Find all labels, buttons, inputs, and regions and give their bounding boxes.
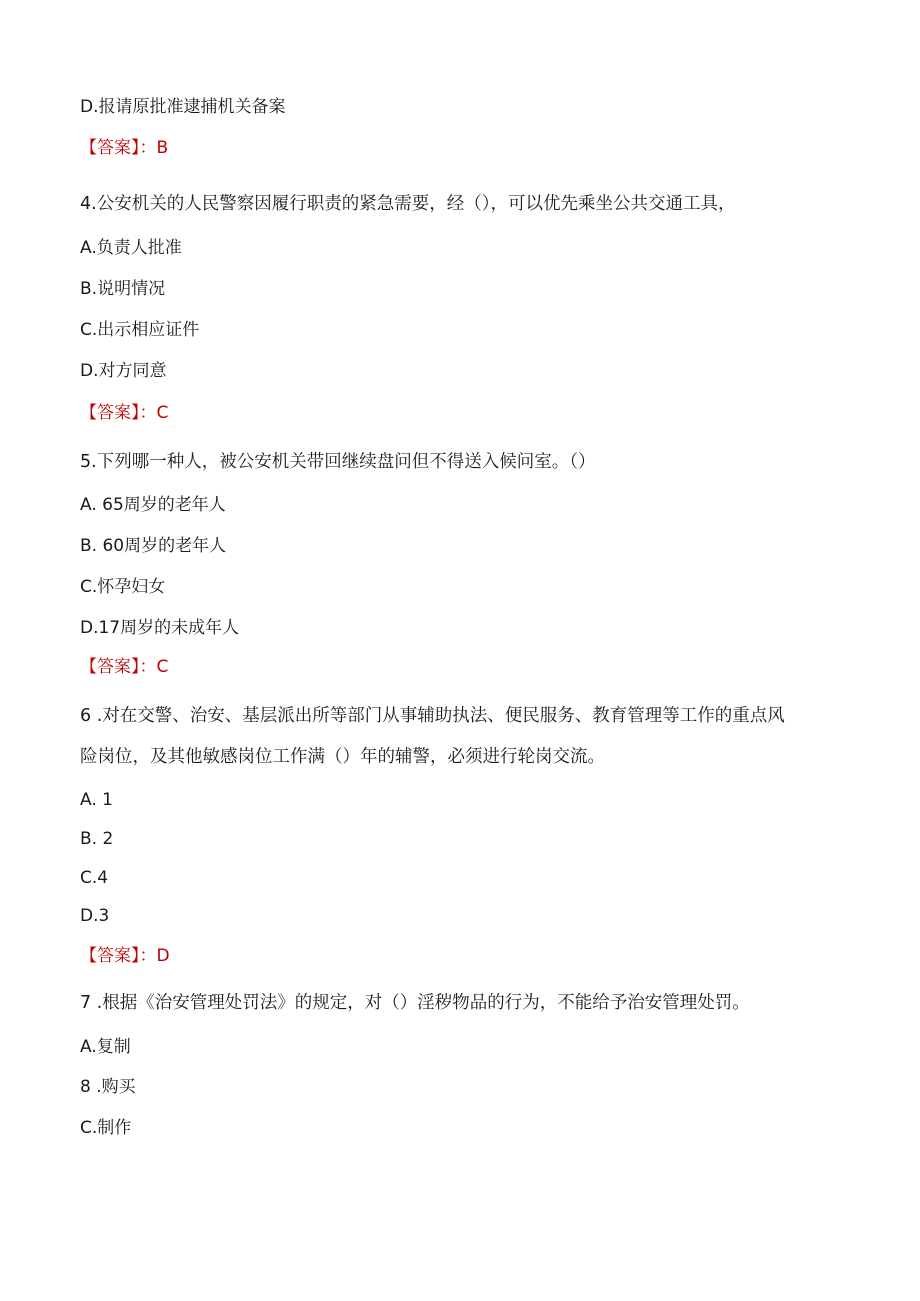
q7-option-b: 8 .购买 <box>80 1077 136 1097</box>
q5-stem: 5.下列哪一种人，被公安机关带回继续盘问但不得送入候问室。（） <box>80 452 596 472</box>
q3-answer: 【答案】：B <box>80 138 169 158</box>
q6-option-c: C.4 <box>80 868 109 888</box>
q6-option-a: A. 1 <box>80 790 113 810</box>
q4-stem: 4.公安机关的人民警察因履行职责的紧急需要，经（），可以优先乘坐公共交通工具， <box>80 194 736 214</box>
q5-option-a: A. 65周岁的老年人 <box>80 495 226 515</box>
q3-option-d: D.报请原批准逮捕机关备案 <box>80 97 286 117</box>
q5-option-b: B. 60周岁的老年人 <box>80 536 227 556</box>
q6-option-d: D.3 <box>80 906 110 926</box>
q5-option-c: C.怀孕妇女 <box>80 577 166 597</box>
q6-stem-line2: 险岗位，及其他敏感岗位工作满（）年的辅警，必须进行轮岗交流。 <box>80 747 605 767</box>
q4-option-a: A.负责人批准 <box>80 238 182 258</box>
q4-option-d: D.对方同意 <box>80 361 167 381</box>
q6-option-b: B. 2 <box>80 829 114 849</box>
q5-option-d: D.17周岁的未成年人 <box>80 618 240 638</box>
q4-option-b: B.说明情况 <box>80 279 166 299</box>
q6-answer: 【答案】：D <box>80 946 170 966</box>
q5-answer: 【答案】：C <box>80 657 169 677</box>
q7-option-a: A.复制 <box>80 1037 131 1057</box>
q7-option-c: C.制作 <box>80 1118 132 1138</box>
q6-stem-line1: 6 .对在交警、治安、基层派出所等部门从事辅助执法、便民服务、教育管理等工作的重点风 <box>80 706 785 726</box>
q4-answer: 【答案】：C <box>80 403 169 423</box>
q7-stem: 7 .根据《治安管理处罚法》的规定，对（）淫秽物品的行为，不能给予治安管理处罚。 <box>80 993 750 1013</box>
q4-option-c: C.出示相应证件 <box>80 320 200 340</box>
